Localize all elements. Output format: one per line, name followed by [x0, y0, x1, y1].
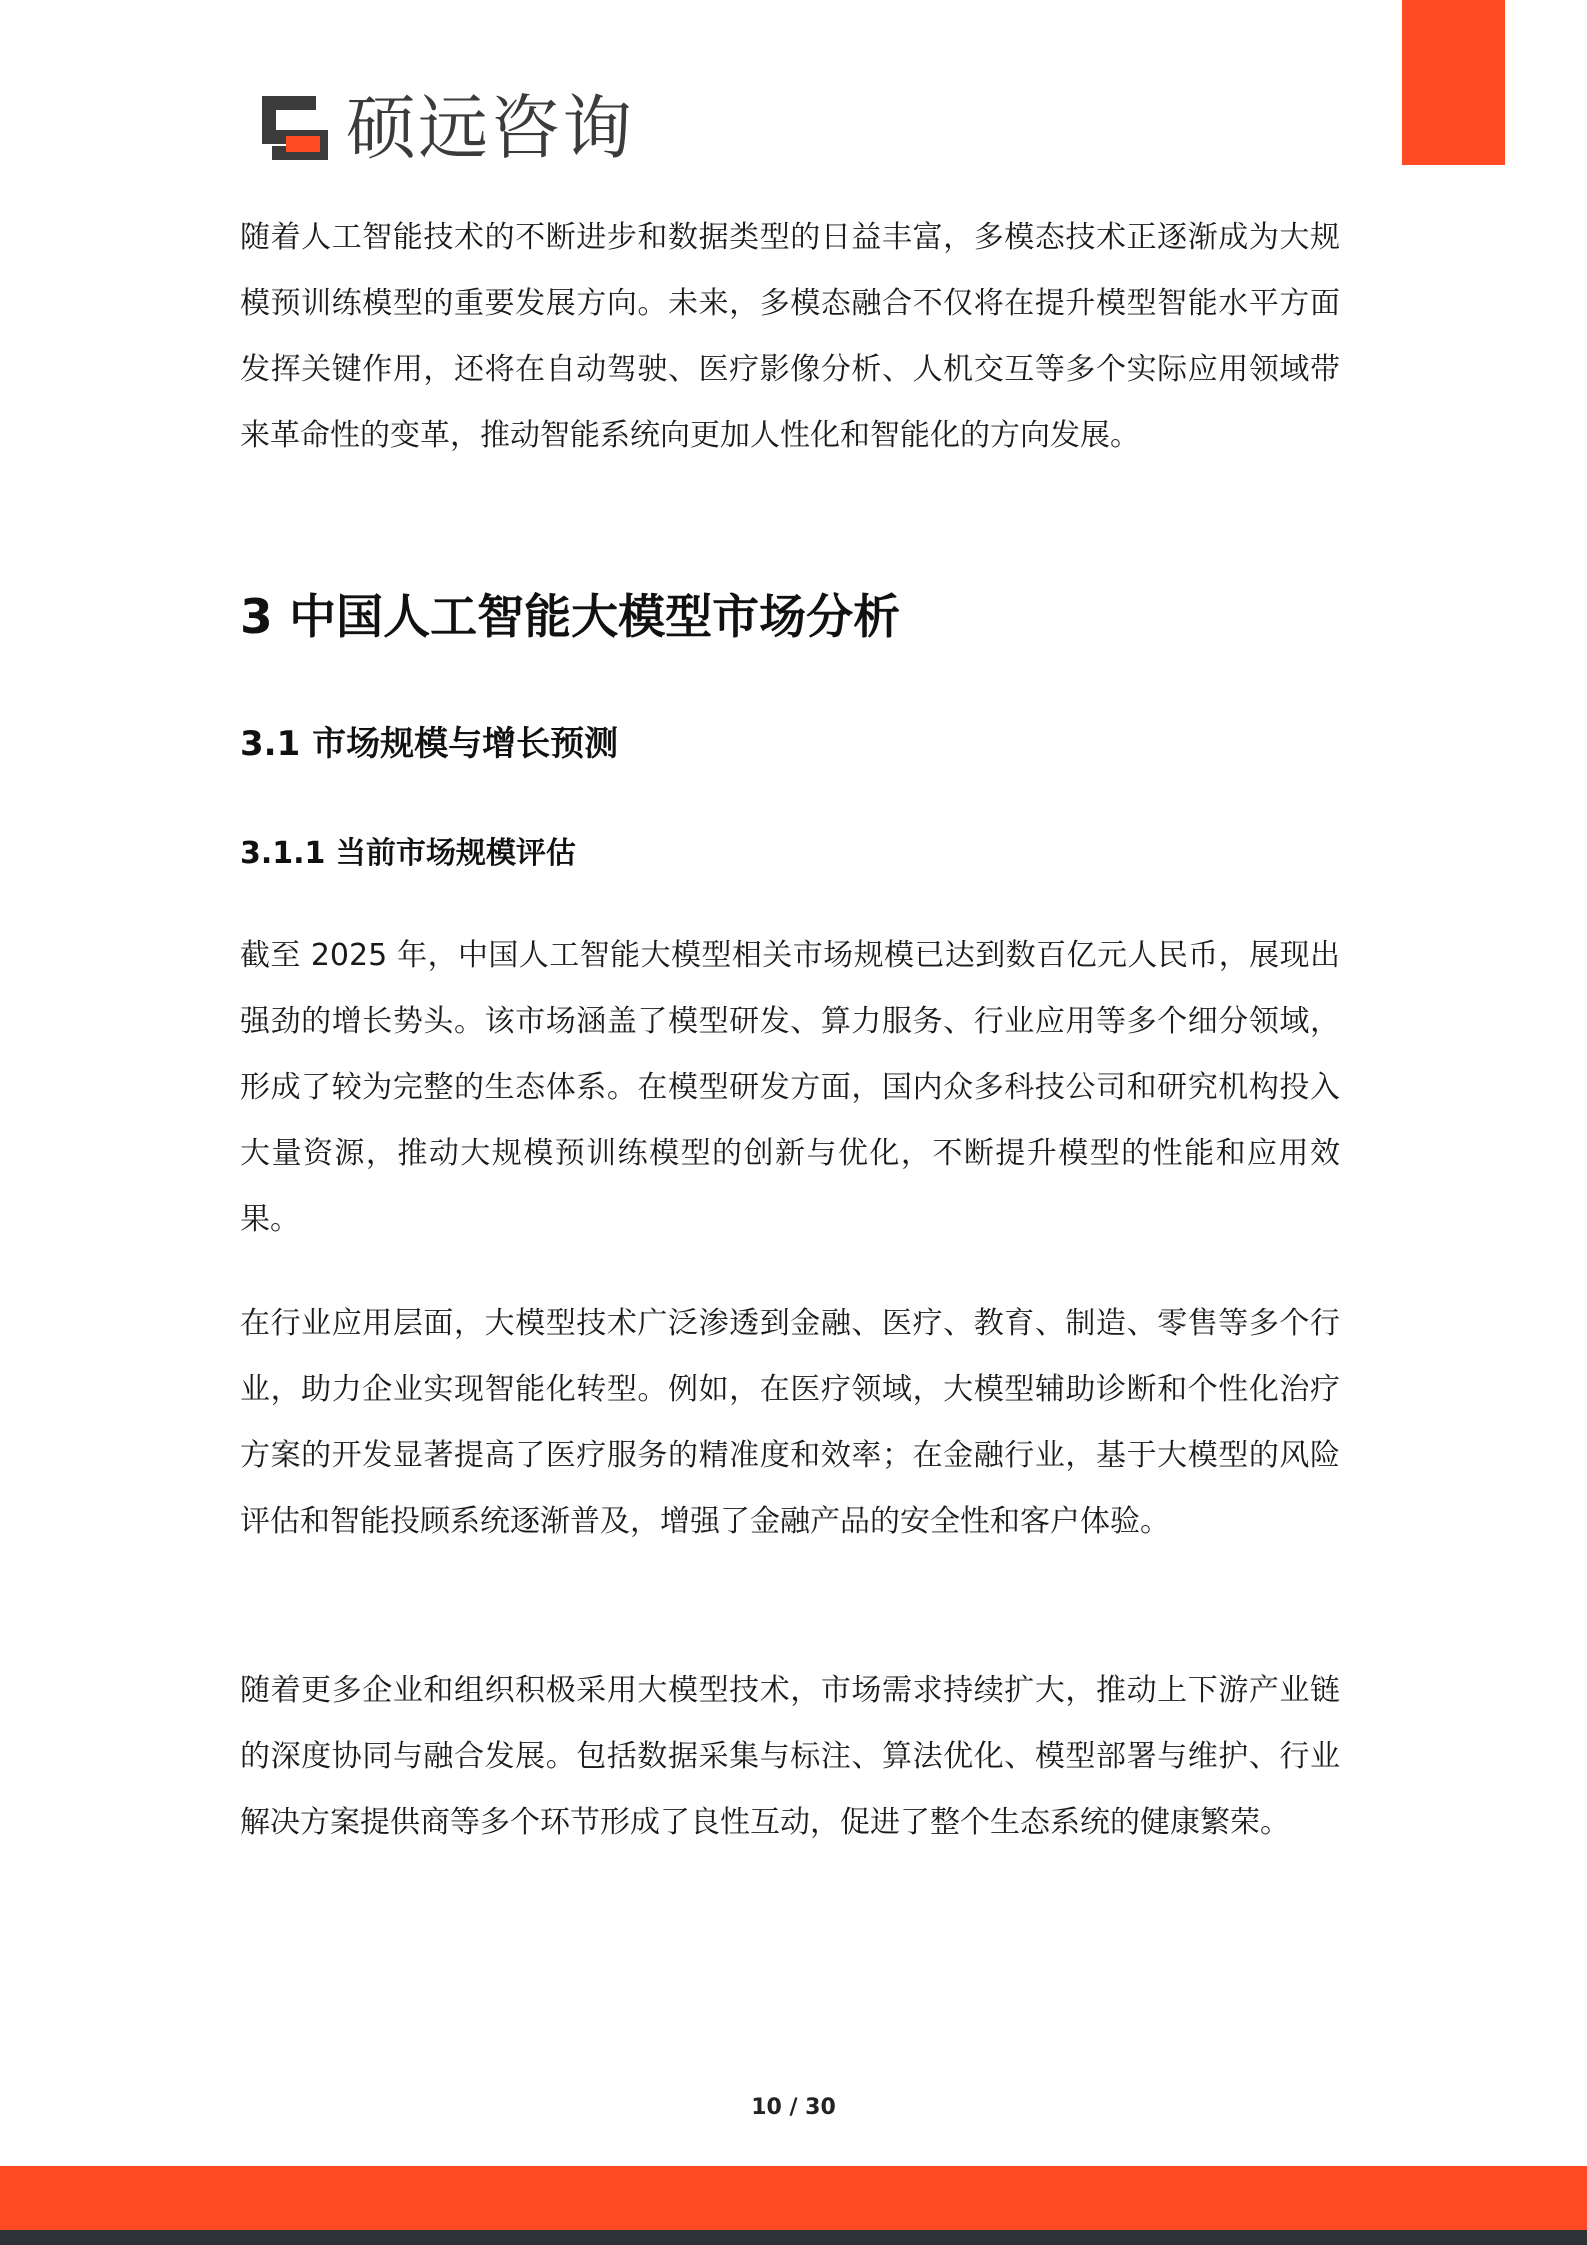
subsection-heading: 3.1 市场规模与增长预测: [240, 724, 619, 764]
intro-paragraph: 随着人工智能技术的不断进步和数据类型的日益丰富，多模态技术正逐渐成为大规模预训练模型的重要发展方向。未来，多模态融合不仅将在提升模型智能水平方面发挥关键作用，还将在自动驾驶、医疗影像分析、人机交互等多个实际应用领域带来革命性的变革，推动智能系统向更加人性化和智能化的方向发展。: [240, 220, 1340, 453]
brand-logo: [258, 88, 634, 168]
footer-dark-strip: [0, 2230, 1587, 2245]
subsubsection-heading: 3.1.1 当前市场规模评估: [240, 836, 576, 871]
footer-accent-bar: [0, 2166, 1587, 2230]
body-paragraph: 截至 2025 年，中国人工智能大模型相关市场规模已达到数百亿元人民币，展现出强劲的增长势头。该市场涵盖了模型研发、算力服务、行业应用等多个细分领域，形成了较为完整的生态体系。在模型研发方面，国内众多科技公司和研究机构投入大量资源，推动大规模预训练模型的创新与优化，不断提升模型的性能和应用效果。: [240, 938, 1340, 1237]
brand-name: 硕远咨询: [346, 87, 634, 169]
corner-accent-tab: [1402, 0, 1505, 165]
body-paragraph: 随着更多企业和组织积极采用大模型技术，市场需求持续扩大，推动上下游产业链的深度协同与融合发展。包括数据采集与标注、算法优化、模型部署与维护、行业解决方案提供商等多个环节形成了良性互动，促进了整个生态系统的健康繁荣。: [240, 1673, 1340, 1840]
page-number: 10 / 30: [751, 2095, 836, 2120]
body-paragraph: 在行业应用层面，大模型技术广泛渗透到金融、医疗、教育、制造、零售等多个行业，助力企业实现智能化转型。例如，在医疗领域，大模型辅助诊断和个性化治疗方案的开发显著提高了医疗服务的精准度和效率；在金融行业，基于大模型的风险评估和智能投顾系统逐渐普及，增强了金融产品的安全性和客户体验。: [240, 1306, 1340, 1539]
section-heading: 3 中国人工智能大模型市场分析: [240, 590, 901, 645]
brand-mark-icon: [258, 92, 332, 164]
